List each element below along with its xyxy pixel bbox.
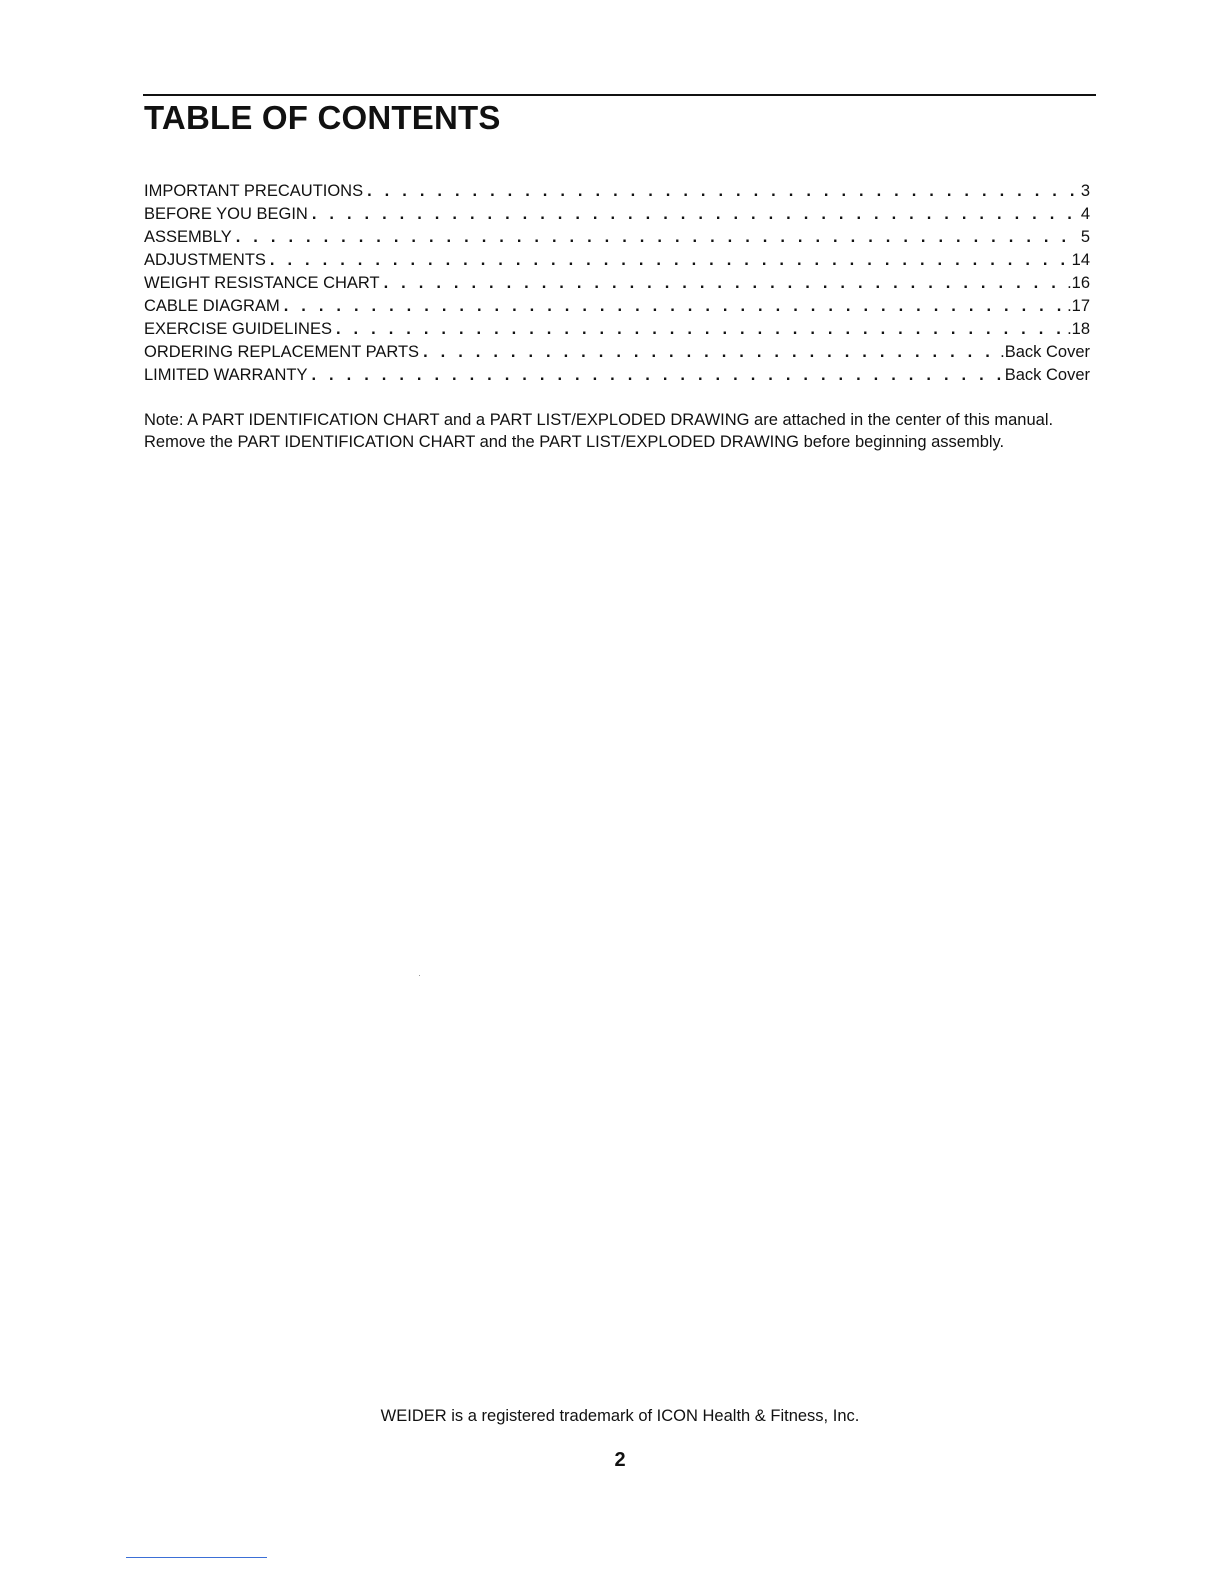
page-title: TABLE OF CONTENTS bbox=[144, 99, 501, 136]
dot-leader bbox=[270, 249, 1069, 272]
toc-entry-page: 3 bbox=[1080, 182, 1090, 200]
toc-entry-label: BEFORE YOU BEGIN bbox=[144, 205, 308, 223]
toc-entry-label: ASSEMBLY bbox=[144, 228, 232, 246]
toc-entry-label: WEIGHT RESISTANCE CHART bbox=[144, 274, 380, 292]
trademark-notice: WEIDER is a registered trademark of ICON Health & Fitness, Inc. bbox=[380, 1407, 860, 1425]
toc-entry-label: LIMITED WARRANTY bbox=[144, 366, 308, 384]
scan-edge-mark bbox=[126, 1557, 267, 1558]
toc-entry-page: .Back Cover bbox=[1000, 343, 1090, 361]
toc-entry-label: CABLE DIAGRAM bbox=[144, 297, 280, 315]
toc-entry-page: 14 bbox=[1071, 251, 1090, 269]
dot-leader bbox=[336, 318, 1064, 341]
dot-leader bbox=[284, 295, 1064, 318]
scan-speck bbox=[419, 975, 420, 976]
toc-entry-label: ADJUSTMENTS bbox=[144, 251, 266, 269]
toc-entry bbox=[144, 364, 1090, 387]
dot-leader bbox=[423, 341, 997, 364]
assembly-note: Note: A PART IDENTIFICATION CHART and a PART LIST/EXPLODED DRAWING are attached in the center of this manual. Remove the PART IDENTIFICATION CHART and the PART LIST/EXPLODED DRAWING before beginning assembly. bbox=[144, 411, 1054, 451]
toc-entry-label: ORDERING REPLACEMENT PARTS bbox=[144, 343, 420, 361]
toc-entry-label: EXERCISE GUIDELINES bbox=[144, 320, 332, 338]
dot-leader bbox=[311, 364, 1001, 387]
toc-entry-label: IMPORTANT PRECAUTIONS bbox=[144, 182, 364, 200]
page-number: 2 bbox=[614, 1449, 626, 1471]
dot-leader bbox=[312, 203, 1078, 226]
toc-entry-page: 4 bbox=[1080, 205, 1090, 223]
toc-entry bbox=[144, 203, 1090, 226]
table-of-contents bbox=[144, 180, 1090, 387]
toc-entry bbox=[144, 249, 1090, 272]
toc-entry-page: .17 bbox=[1067, 297, 1090, 315]
toc-entry bbox=[144, 272, 1090, 295]
header-rule bbox=[143, 94, 1096, 96]
toc-entry-page: .18 bbox=[1067, 320, 1090, 338]
toc-entry bbox=[144, 180, 1090, 203]
toc-entry bbox=[144, 318, 1090, 341]
toc-entry bbox=[144, 226, 1090, 249]
dot-leader bbox=[384, 272, 1064, 295]
toc-entry-page: Back Cover bbox=[1004, 366, 1090, 384]
toc-entry bbox=[144, 341, 1090, 364]
toc-entry-page: 5 bbox=[1080, 228, 1090, 246]
toc-entry bbox=[144, 295, 1090, 318]
dot-leader bbox=[236, 226, 1078, 249]
toc-entry-page: .16 bbox=[1067, 274, 1090, 292]
dot-leader bbox=[367, 180, 1078, 203]
